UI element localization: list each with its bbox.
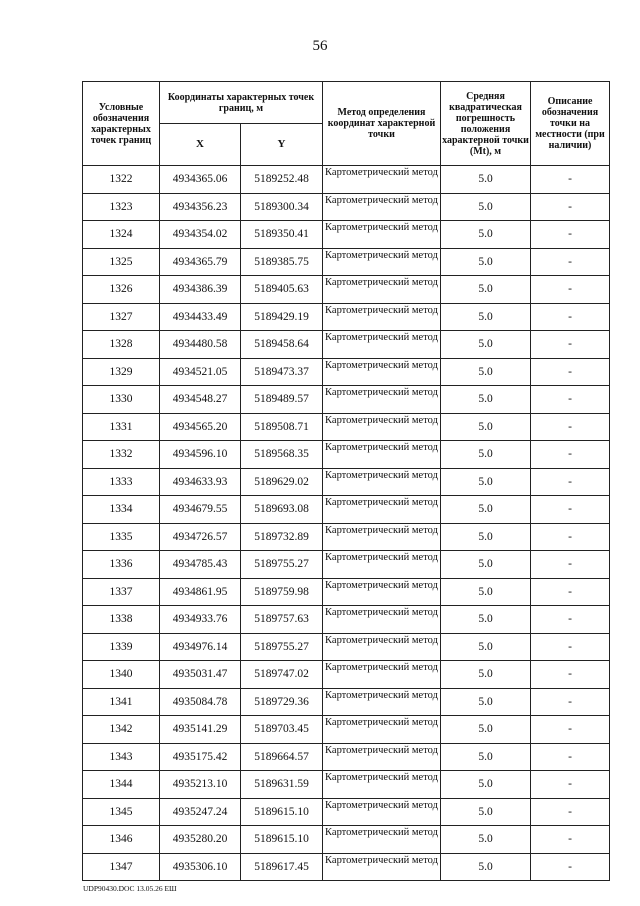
cell-description: - [531, 276, 610, 304]
cell-point: 1338 [83, 606, 160, 634]
cell-point: 1337 [83, 578, 160, 606]
cell-point: 1334 [83, 496, 160, 524]
cell-x: 4934365.06 [160, 166, 241, 194]
cell-point: 1328 [83, 331, 160, 359]
cell-x: 4934861.95 [160, 578, 241, 606]
cell-y: 5189615.10 [241, 826, 323, 854]
table-row [83, 771, 610, 799]
cell-y: 5189405.63 [241, 276, 323, 304]
cell-accuracy: 5.0 [441, 441, 531, 469]
cell-x: 4934785.43 [160, 551, 241, 579]
cell-accuracy: 5.0 [441, 386, 531, 414]
cell-x: 4934679.55 [160, 496, 241, 524]
cell-y: 5189664.57 [241, 743, 323, 771]
cell-accuracy: 5.0 [441, 221, 531, 249]
cell-y: 5189729.36 [241, 688, 323, 716]
header-y: Y [241, 124, 323, 166]
cell-x: 4935280.20 [160, 826, 241, 854]
cell-method: Картометрический метод [323, 798, 441, 826]
cell-method: Картометрический метод [323, 386, 441, 414]
cell-point: 1323 [83, 193, 160, 221]
cell-description: - [531, 606, 610, 634]
cell-method: Картометрический метод [323, 853, 441, 881]
cell-method: Картометрический метод [323, 303, 441, 331]
cell-method: Картометрический метод [323, 166, 441, 194]
cell-y: 5189489.57 [241, 386, 323, 414]
cell-accuracy: 5.0 [441, 826, 531, 854]
cell-accuracy: 5.0 [441, 166, 531, 194]
header-accuracy: Средняя квадратическая погрешность положения характерной точки (Mt), м [441, 82, 531, 166]
cell-accuracy: 5.0 [441, 193, 531, 221]
cell-accuracy: 5.0 [441, 716, 531, 744]
table-row [83, 606, 610, 634]
cell-x: 4935213.10 [160, 771, 241, 799]
cell-x: 4935031.47 [160, 661, 241, 689]
cell-description: - [531, 441, 610, 469]
cell-y: 5189429.19 [241, 303, 323, 331]
cell-method: Картометрический метод [323, 413, 441, 441]
table-row [83, 743, 610, 771]
cell-accuracy: 5.0 [441, 853, 531, 881]
cell-method: Картометрический метод [323, 743, 441, 771]
cell-y: 5189350.41 [241, 221, 323, 249]
header-x: X [160, 124, 241, 166]
header-coordinates: Координаты характерных точек границ, м [160, 82, 323, 124]
cell-method: Картометрический метод [323, 468, 441, 496]
cell-y: 5189693.08 [241, 496, 323, 524]
cell-x: 4934596.10 [160, 441, 241, 469]
cell-description: - [531, 688, 610, 716]
cell-y: 5189631.59 [241, 771, 323, 799]
cell-description: - [531, 661, 610, 689]
cell-description: - [531, 221, 610, 249]
cell-point: 1347 [83, 853, 160, 881]
cell-method: Картометрический метод [323, 688, 441, 716]
table-row [83, 166, 610, 194]
header-point: Условные обозначения характерных точек границ [83, 82, 160, 166]
table-row [83, 633, 610, 661]
cell-description: - [531, 716, 610, 744]
cell-y: 5189617.45 [241, 853, 323, 881]
cell-method: Картометрический метод [323, 523, 441, 551]
cell-description: - [531, 248, 610, 276]
cell-accuracy: 5.0 [441, 331, 531, 359]
cell-point: 1340 [83, 661, 160, 689]
cell-description: - [531, 331, 610, 359]
cell-y: 5189300.34 [241, 193, 323, 221]
cell-point: 1327 [83, 303, 160, 331]
cell-method: Картометрический метод [323, 441, 441, 469]
cell-accuracy: 5.0 [441, 688, 531, 716]
cell-y: 5189473.37 [241, 358, 323, 386]
table-row [83, 798, 610, 826]
table-row [83, 468, 610, 496]
cell-x: 4934386.39 [160, 276, 241, 304]
cell-point: 1343 [83, 743, 160, 771]
cell-x: 4934976.14 [160, 633, 241, 661]
cell-description: - [531, 413, 610, 441]
cell-point: 1333 [83, 468, 160, 496]
cell-method: Картометрический метод [323, 771, 441, 799]
cell-x: 4935175.42 [160, 743, 241, 771]
cell-x: 4934565.20 [160, 413, 241, 441]
cell-x: 4935247.24 [160, 798, 241, 826]
cell-point: 1336 [83, 551, 160, 579]
cell-description: - [531, 358, 610, 386]
cell-method: Картометрический метод [323, 276, 441, 304]
table-row [83, 303, 610, 331]
footer-doc-id: UDP90430.DOC 13.05.26 ЕШ [83, 884, 177, 893]
cell-method: Картометрический метод [323, 193, 441, 221]
cell-x: 4934356.23 [160, 193, 241, 221]
cell-method: Картометрический метод [323, 826, 441, 854]
cell-description: - [531, 496, 610, 524]
table-row [83, 826, 610, 854]
cell-y: 5189757.63 [241, 606, 323, 634]
table-row [83, 661, 610, 689]
cell-y: 5189629.02 [241, 468, 323, 496]
cell-method: Картометрический метод [323, 716, 441, 744]
cell-accuracy: 5.0 [441, 633, 531, 661]
cell-point: 1322 [83, 166, 160, 194]
table-row [83, 496, 610, 524]
cell-x: 4934354.02 [160, 221, 241, 249]
cell-method: Картометрический метод [323, 331, 441, 359]
table-row [83, 853, 610, 881]
table-row [83, 386, 610, 414]
table-row [83, 221, 610, 249]
cell-point: 1346 [83, 826, 160, 854]
cell-accuracy: 5.0 [441, 413, 531, 441]
page-number: 56 [312, 38, 328, 54]
cell-x: 4934480.58 [160, 331, 241, 359]
cell-description: - [531, 633, 610, 661]
cell-point: 1335 [83, 523, 160, 551]
cell-y: 5189615.10 [241, 798, 323, 826]
cell-y: 5189568.35 [241, 441, 323, 469]
cell-method: Картометрический метод [323, 358, 441, 386]
cell-point: 1330 [83, 386, 160, 414]
cell-accuracy: 5.0 [441, 551, 531, 579]
table-row [83, 331, 610, 359]
table-row [83, 413, 610, 441]
cell-x: 4934933.76 [160, 606, 241, 634]
cell-y: 5189755.27 [241, 633, 323, 661]
cell-y: 5189508.71 [241, 413, 323, 441]
cell-method: Картометрический метод [323, 496, 441, 524]
cell-point: 1332 [83, 441, 160, 469]
cell-y: 5189385.75 [241, 248, 323, 276]
cell-y: 5189759.98 [241, 578, 323, 606]
cell-accuracy: 5.0 [441, 496, 531, 524]
cell-point: 1329 [83, 358, 160, 386]
table-row [83, 523, 610, 551]
cell-point: 1344 [83, 771, 160, 799]
cell-description: - [531, 853, 610, 881]
table-row [83, 716, 610, 744]
cell-accuracy: 5.0 [441, 468, 531, 496]
cell-method: Картометрический метод [323, 221, 441, 249]
cell-y: 5189458.64 [241, 331, 323, 359]
cell-accuracy: 5.0 [441, 358, 531, 386]
cell-y: 5189747.02 [241, 661, 323, 689]
cell-description: - [531, 193, 610, 221]
cell-x: 4934548.27 [160, 386, 241, 414]
cell-point: 1331 [83, 413, 160, 441]
cell-accuracy: 5.0 [441, 578, 531, 606]
cell-y: 5189252.48 [241, 166, 323, 194]
cell-accuracy: 5.0 [441, 276, 531, 304]
cell-accuracy: 5.0 [441, 771, 531, 799]
table-row [83, 688, 610, 716]
cell-description: - [531, 798, 610, 826]
cell-x: 4934433.49 [160, 303, 241, 331]
cell-x: 4935141.29 [160, 716, 241, 744]
cell-point: 1339 [83, 633, 160, 661]
cell-x: 4935084.78 [160, 688, 241, 716]
cell-x: 4934521.05 [160, 358, 241, 386]
cell-method: Картометрический метод [323, 661, 441, 689]
cell-accuracy: 5.0 [441, 798, 531, 826]
cell-description: - [531, 523, 610, 551]
cell-description: - [531, 468, 610, 496]
cell-accuracy: 5.0 [441, 523, 531, 551]
table-row [83, 193, 610, 221]
cell-y: 5189703.45 [241, 716, 323, 744]
cell-point: 1324 [83, 221, 160, 249]
cell-point: 1326 [83, 276, 160, 304]
cell-description: - [531, 166, 610, 194]
cell-x: 4934365.79 [160, 248, 241, 276]
cell-method: Картометрический метод [323, 578, 441, 606]
cell-accuracy: 5.0 [441, 303, 531, 331]
cell-description: - [531, 303, 610, 331]
cell-description: - [531, 826, 610, 854]
table-row [83, 578, 610, 606]
cell-description: - [531, 578, 610, 606]
table-row [83, 276, 610, 304]
cell-x: 4934633.93 [160, 468, 241, 496]
cell-accuracy: 5.0 [441, 743, 531, 771]
cell-accuracy: 5.0 [441, 606, 531, 634]
cell-point: 1325 [83, 248, 160, 276]
coordinates-table [82, 81, 610, 881]
cell-description: - [531, 771, 610, 799]
cell-accuracy: 5.0 [441, 661, 531, 689]
cell-method: Картометрический метод [323, 606, 441, 634]
cell-y: 5189732.89 [241, 523, 323, 551]
table-row [83, 248, 610, 276]
cell-point: 1345 [83, 798, 160, 826]
cell-accuracy: 5.0 [441, 248, 531, 276]
table-row [83, 358, 610, 386]
cell-x: 4935306.10 [160, 853, 241, 881]
header-description: Описание обозначения точки на местности (при наличии) [531, 82, 610, 166]
cell-method: Картометрический метод [323, 633, 441, 661]
header-method: Метод определения координат характерной точки [323, 82, 441, 166]
cell-x: 4934726.57 [160, 523, 241, 551]
cell-y: 5189755.27 [241, 551, 323, 579]
cell-method: Картометрический метод [323, 551, 441, 579]
cell-description: - [531, 386, 610, 414]
cell-description: - [531, 551, 610, 579]
table-row [83, 551, 610, 579]
cell-description: - [531, 743, 610, 771]
cell-point: 1341 [83, 688, 160, 716]
table-row [83, 441, 610, 469]
cell-point: 1342 [83, 716, 160, 744]
cell-method: Картометрический метод [323, 248, 441, 276]
